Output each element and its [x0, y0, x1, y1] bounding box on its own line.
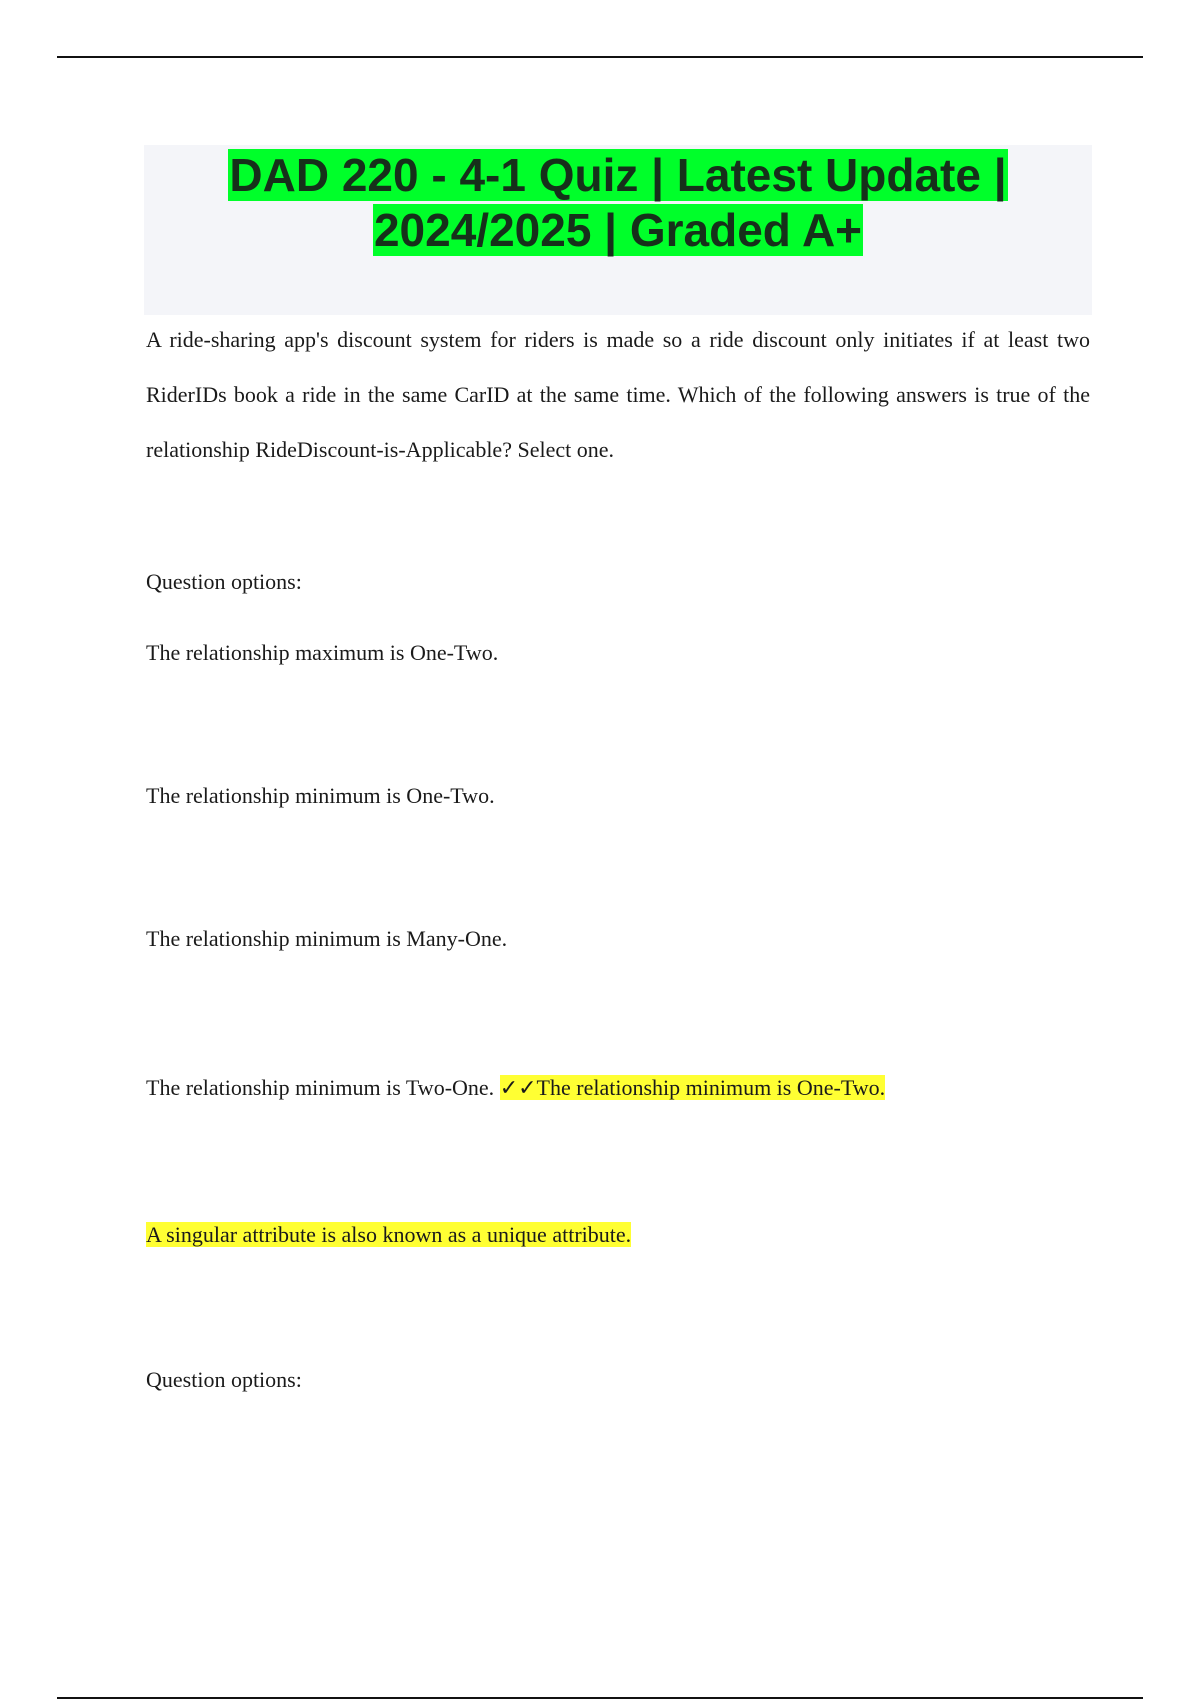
title-line-2: 2024/2025 | Graded A+: [373, 204, 863, 256]
question-1-text: A ride-sharing app's discount system for riders is made so a ride discount only initiates if at least two RiderIDs book a ride in the same CarID at the same time. Which of the following answers is true of the relationship RideDiscount-is-Applicable? Select one.: [146, 327, 1090, 462]
question-2-options-heading: Question options:: [146, 1367, 302, 1392]
question-1-option-1: The relationship maximum is One-Two.: [146, 640, 499, 665]
document-title: [144, 145, 1092, 258]
question-2-text: A singular attribute is also known as a unique attribute.: [146, 1222, 632, 1247]
title-line-1: DAD 220 - 4-1 Quiz | Latest Update |: [229, 149, 1007, 201]
title-box: [144, 145, 1092, 315]
question-1-options-heading: Question options:: [146, 569, 302, 594]
question-1-option-3: The relationship minimum is Many-One.: [146, 926, 508, 951]
question-1-option-4: The relationship minimum is Two-One.: [146, 1075, 495, 1100]
question-1-option-4-line: [146, 1075, 885, 1101]
question-2-text-line: [146, 1222, 631, 1248]
question-1-option-2: The relationship minimum is One-Two.: [146, 783, 495, 808]
bottom-rule: [57, 1697, 1143, 1699]
question-1-answer: ✓✓The relationship minimum is One-Two.: [499, 1075, 886, 1100]
top-rule: [57, 56, 1143, 58]
